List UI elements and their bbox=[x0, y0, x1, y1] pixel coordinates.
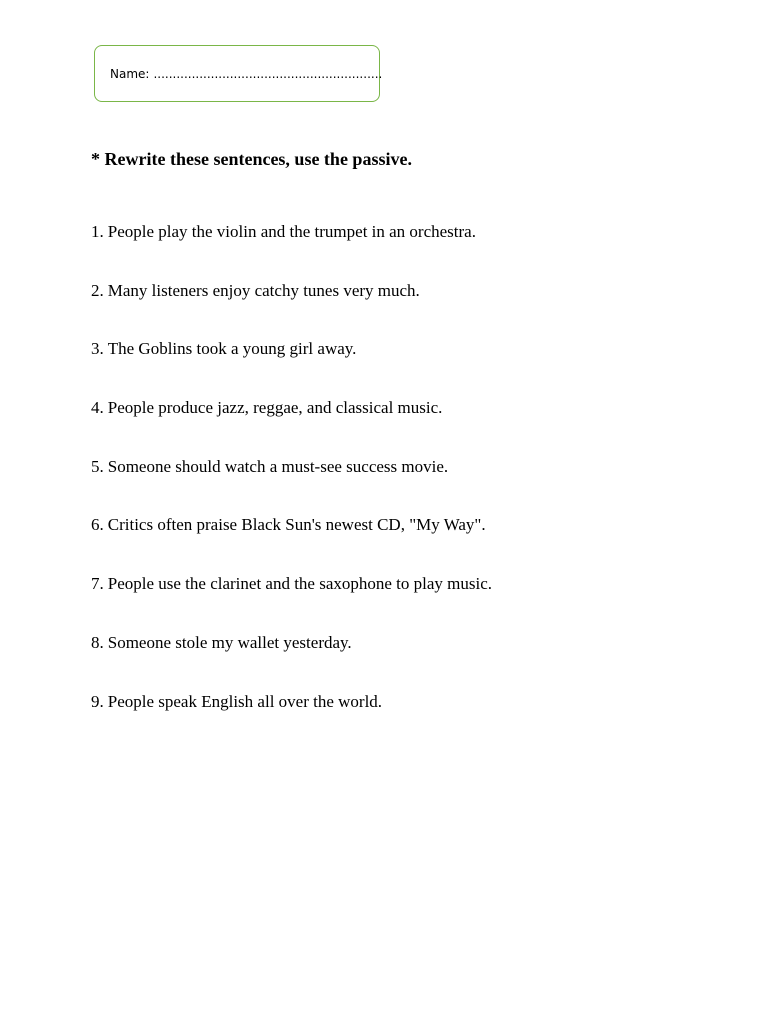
sentence-item bbox=[91, 457, 492, 516]
sentence-text: People play the violin and the trumpet in an orchestra. bbox=[107, 222, 476, 241]
instruction-heading: * Rewrite these sentences, use the passive. bbox=[91, 149, 412, 169]
sentence-item bbox=[91, 692, 492, 751]
sentence-text: Critics often praise Black Sun's newest CD, "My Way". bbox=[107, 515, 486, 535]
sentence-item bbox=[91, 574, 492, 633]
sentence-item bbox=[91, 339, 492, 398]
sentence-text: People speak English all over the world. bbox=[107, 691, 383, 711]
name-label: Name: bbox=[110, 66, 150, 81]
sentence-number: 1. bbox=[91, 222, 104, 241]
sentence-number: 8. bbox=[91, 632, 104, 652]
sentence-number: 9. bbox=[91, 691, 104, 711]
sentence-number: 4. bbox=[91, 398, 104, 418]
sentence-text: People produce jazz, reggae, and classical music. bbox=[107, 398, 443, 418]
sentence-item bbox=[91, 281, 492, 340]
sentence-number: 5. bbox=[91, 456, 104, 476]
sentence-text: Someone stole my wallet yesterday. bbox=[107, 632, 352, 652]
sentence-text: The Goblins took a young girl away. bbox=[107, 339, 357, 359]
sentence-number: 6. bbox=[91, 515, 104, 535]
sentence-number: 3. bbox=[91, 339, 104, 359]
sentence-item bbox=[91, 398, 492, 457]
sentence-number: 7. bbox=[91, 574, 104, 594]
sentence-item bbox=[91, 515, 492, 574]
sentence-number: 2. bbox=[91, 280, 104, 300]
name-blank-line: ............................................................ bbox=[153, 66, 383, 81]
sentence-list bbox=[91, 222, 492, 750]
sentence-item bbox=[91, 222, 492, 281]
sentence-text: People use the clarinet and the saxophone to play music. bbox=[107, 574, 493, 594]
sentence-text: Many listeners enjoy catchy tunes very much. bbox=[107, 280, 420, 300]
name-box[interactable] bbox=[94, 45, 383, 102]
sentence-item bbox=[91, 633, 492, 692]
sentence-text: Someone should watch a must-see success movie. bbox=[107, 456, 449, 476]
